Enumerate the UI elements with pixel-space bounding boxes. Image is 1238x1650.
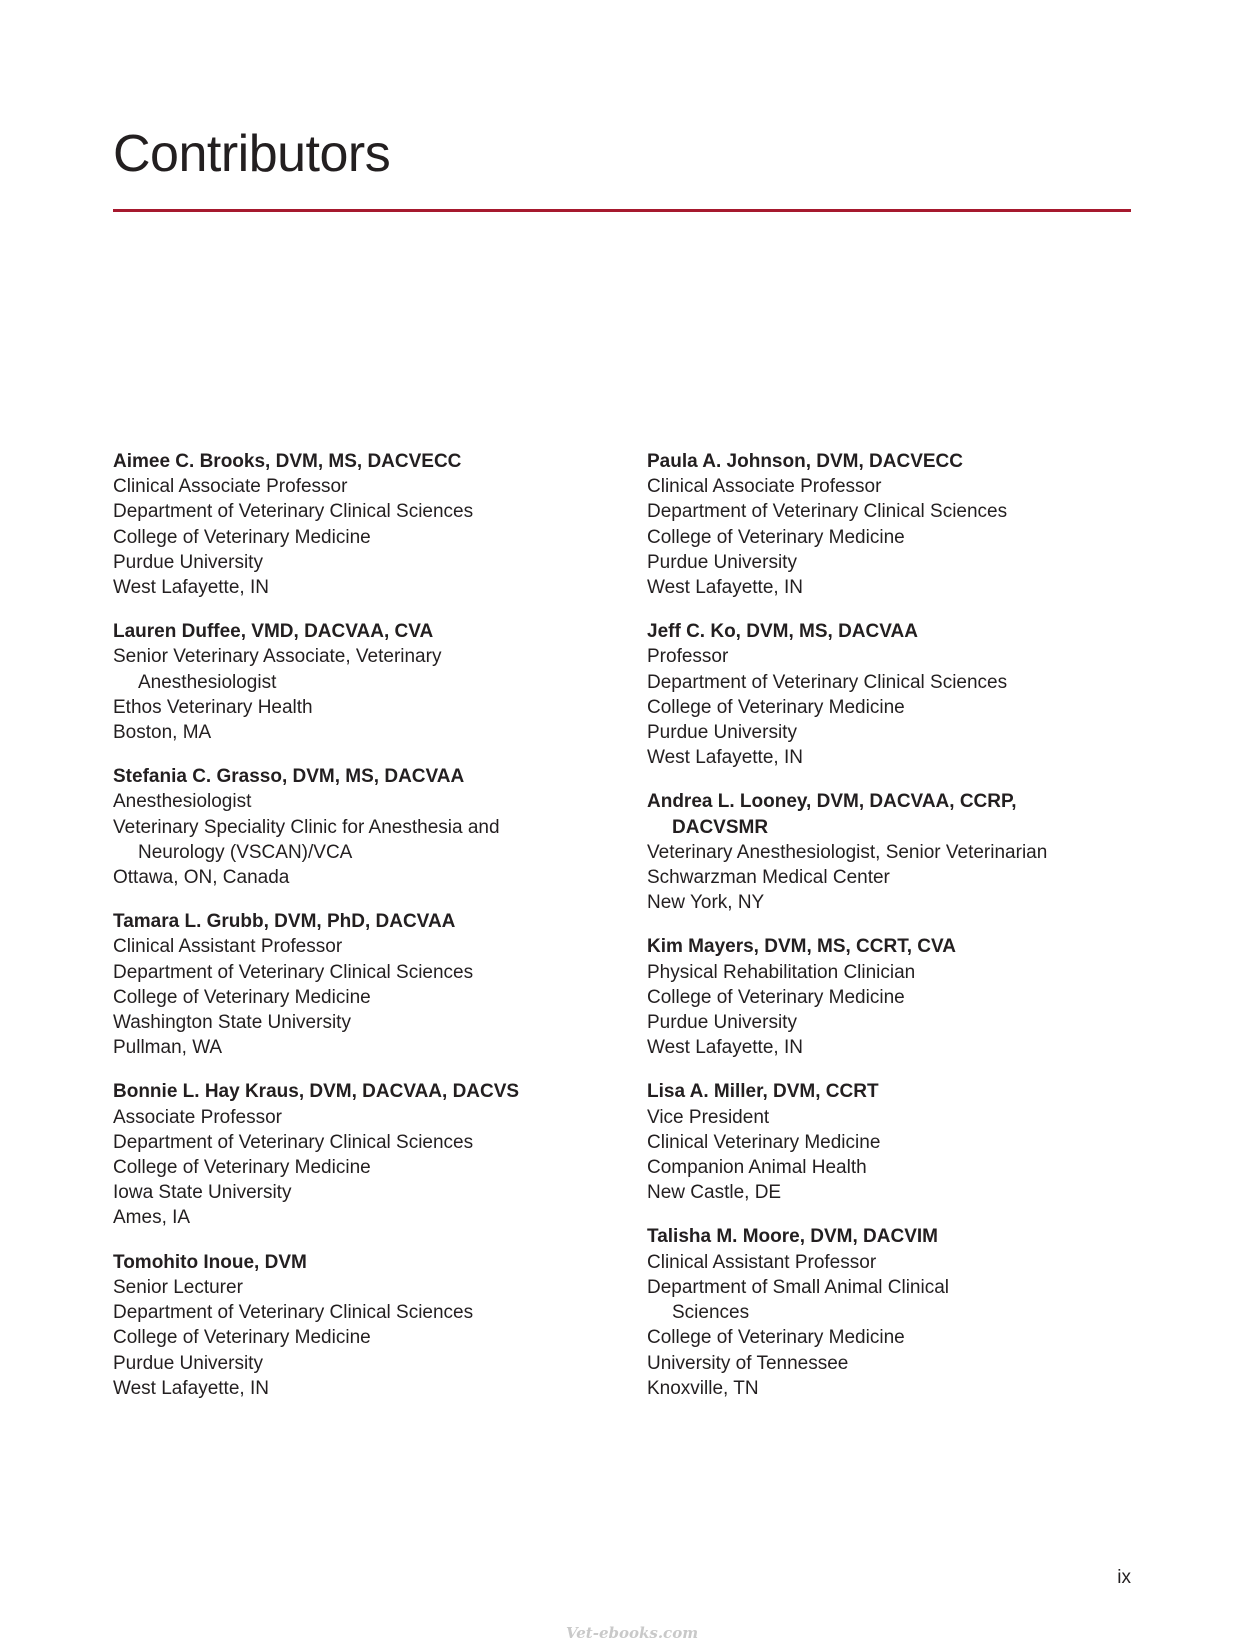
affiliation-line: New York, NY bbox=[647, 892, 765, 914]
affiliation-line: Purdue University bbox=[647, 1012, 797, 1034]
affiliation-line: Purdue University bbox=[647, 551, 797, 573]
affiliation-line: Department of Veterinary Clinical Sciences bbox=[113, 501, 474, 523]
affiliation-line: College of Veterinary Medicine bbox=[113, 1157, 371, 1179]
contributor-entry bbox=[113, 909, 583, 1060]
affiliation-line: Clinical Veterinary Medicine bbox=[647, 1131, 881, 1153]
page-number: ix bbox=[1117, 1567, 1131, 1588]
affiliation-line: Clinical Associate Professor bbox=[113, 476, 348, 498]
affiliation-line: University of Tennessee bbox=[647, 1352, 849, 1374]
affiliation-line: College of Veterinary Medicine bbox=[113, 986, 371, 1008]
affiliation-line: College of Veterinary Medicine bbox=[647, 696, 905, 718]
affiliation-line: Senior Veterinary Associate, Veterinary Anesthesiologist bbox=[113, 646, 442, 693]
contributor-entry bbox=[113, 619, 583, 745]
affiliation-line: Clinical Associate Professor bbox=[647, 476, 882, 498]
affiliation-line: Washington State University bbox=[113, 1012, 351, 1034]
affiliation-line: West Lafayette, IN bbox=[647, 747, 803, 769]
affiliation-line: Ethos Veterinary Health bbox=[113, 696, 313, 718]
contributor-name: Lauren Duffee, VMD, DACVAA, CVA bbox=[113, 621, 434, 643]
affiliation-line: Ottawa, ON, Canada bbox=[113, 867, 290, 889]
affiliation-line: Department of Veterinary Clinical Sciences bbox=[113, 1302, 474, 1324]
contributor-name: Tomohito Inoue, DVM bbox=[113, 1251, 307, 1273]
affiliation-line: West Lafayette, IN bbox=[113, 577, 269, 599]
affiliation-line: West Lafayette, IN bbox=[647, 577, 803, 599]
affiliation-line: Purdue University bbox=[113, 1352, 263, 1374]
watermark: Vet-ebooks.com bbox=[566, 1624, 699, 1642]
contributor-entry bbox=[113, 764, 583, 890]
contributor-entry bbox=[647, 1079, 1117, 1205]
affiliation-line: Department of Veterinary Clinical Sciences bbox=[647, 671, 1008, 693]
affiliation-line: Iowa State University bbox=[113, 1182, 292, 1204]
affiliation-line: New Castle, DE bbox=[647, 1182, 782, 1204]
contributor-entry bbox=[647, 789, 1117, 915]
contributor-name: Andrea L. Looney, DVM, DACVAA, CCRP, DACVSMR bbox=[647, 791, 1017, 838]
affiliation-line: Anesthesiologist bbox=[113, 791, 252, 813]
page-title: Contributors bbox=[113, 125, 391, 183]
contributor-name: Lisa A. Miller, DVM, CCRT bbox=[647, 1081, 879, 1103]
contributor-entry bbox=[113, 449, 583, 600]
affiliation-line: College of Veterinary Medicine bbox=[647, 1327, 905, 1349]
affiliation-line: Pullman, WA bbox=[113, 1037, 223, 1059]
affiliation-line: Veterinary Anesthesiologist, Senior Veterinarian bbox=[647, 841, 1048, 863]
affiliation-line: Department of Veterinary Clinical Sciences bbox=[647, 501, 1008, 523]
affiliation-line: Vice President bbox=[647, 1106, 770, 1128]
contributor-entry bbox=[647, 449, 1117, 600]
affiliation-line: Department of Small Animal Clinical Sciences bbox=[647, 1276, 950, 1324]
contributor-name: Talisha M. Moore, DVM, DACVIM bbox=[647, 1226, 939, 1248]
affiliation-line: Veterinary Speciality Clinic for Anesthesia and Neurology (VSCAN)/VCA bbox=[113, 816, 500, 863]
contributor-name: Paula A. Johnson, DVM, DACVECC bbox=[647, 451, 963, 472]
contributor-entry bbox=[647, 619, 1117, 770]
affiliation-line: College of Veterinary Medicine bbox=[113, 1327, 371, 1349]
contributors-column-right bbox=[647, 449, 1117, 1420]
affiliation-line: Knoxville, TN bbox=[647, 1377, 759, 1399]
affiliation-line: Companion Animal Health bbox=[647, 1157, 867, 1179]
affiliation-line: Physical Rehabilitation Clinician bbox=[647, 961, 916, 983]
contributor-entry bbox=[647, 934, 1117, 1060]
affiliation-line: Boston, MA bbox=[113, 722, 212, 744]
contributor-name: Tamara L. Grubb, DVM, PhD, DACVAA bbox=[113, 911, 456, 933]
affiliation-line: Associate Professor bbox=[113, 1106, 282, 1128]
affiliation-line: West Lafayette, IN bbox=[647, 1037, 803, 1059]
affiliation-line: College of Veterinary Medicine bbox=[647, 986, 905, 1008]
contributor-entry bbox=[113, 1079, 583, 1230]
affiliation-line: Schwarzman Medical Center bbox=[647, 867, 890, 889]
contributor-entry bbox=[647, 1224, 1117, 1400]
affiliation-line: Purdue University bbox=[647, 722, 797, 744]
contributor-name: Jeff C. Ko, DVM, MS, DACVAA bbox=[647, 621, 918, 643]
title-rule bbox=[113, 209, 1131, 212]
affiliation-line: Department of Veterinary Clinical Sciences bbox=[113, 1131, 474, 1153]
affiliation-line: College of Veterinary Medicine bbox=[647, 526, 905, 548]
contributor-entry bbox=[113, 1250, 583, 1401]
contributor-name: Aimee C. Brooks, DVM, MS, DACVECC bbox=[113, 451, 462, 472]
contributor-name: Bonnie L. Hay Kraus, DVM, DACVAA, DACVS bbox=[113, 1081, 520, 1103]
affiliation-line: Department of Veterinary Clinical Sciences bbox=[113, 961, 474, 983]
affiliation-line: Clinical Assistant Professor bbox=[647, 1251, 877, 1273]
contributor-name: Kim Mayers, DVM, MS, CCRT, CVA bbox=[647, 936, 956, 958]
contributors-column-left bbox=[113, 449, 583, 1420]
affiliation-line: Clinical Assistant Professor bbox=[113, 936, 343, 958]
contributor-name: Stefania C. Grasso, DVM, MS, DACVAA bbox=[113, 766, 465, 788]
affiliation-line: West Lafayette, IN bbox=[113, 1377, 269, 1399]
affiliation-line: Ames, IA bbox=[113, 1207, 191, 1229]
affiliation-line: Purdue University bbox=[113, 551, 263, 573]
affiliation-line: College of Veterinary Medicine bbox=[113, 526, 371, 548]
affiliation-line: Senior Lecturer bbox=[113, 1276, 243, 1298]
affiliation-line: Professor bbox=[647, 646, 729, 668]
